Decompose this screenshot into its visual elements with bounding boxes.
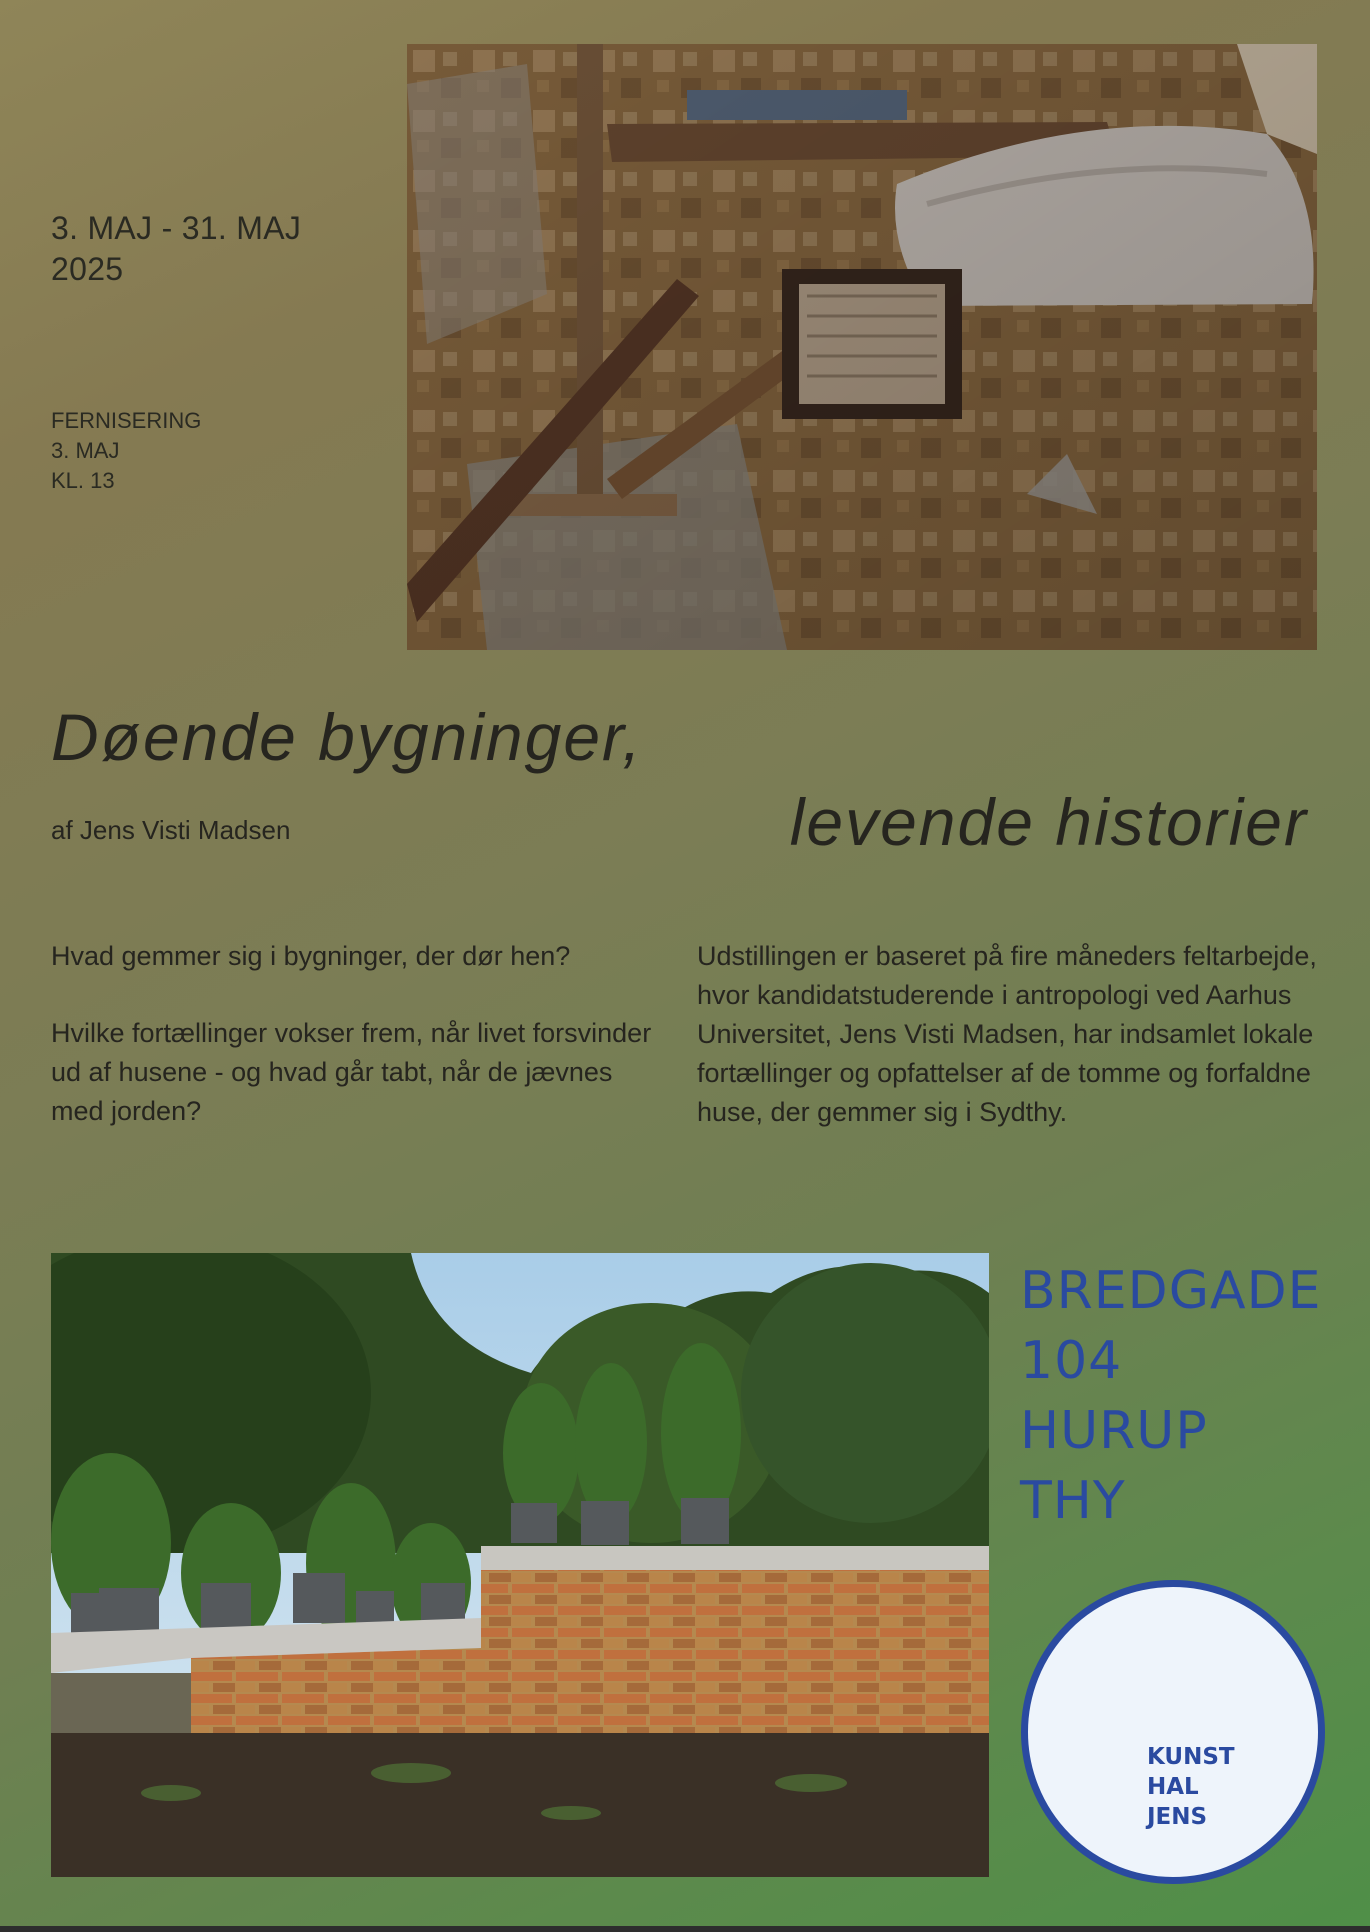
description-text xyxy=(697,937,1327,1132)
opening-info xyxy=(51,406,201,496)
address-town: HURUP xyxy=(1020,1401,1208,1461)
title-line-1: Døende bygninger, xyxy=(51,700,643,774)
title-line-2: levende historier xyxy=(789,785,1308,859)
date-range: 3. MAJ - 31. MAJ xyxy=(51,210,302,246)
debris-photo xyxy=(407,44,1317,650)
garden-wall-photo xyxy=(51,1253,989,1877)
logo-text xyxy=(1147,1742,1235,1832)
kunsthal-jens-logo xyxy=(1021,1580,1325,1884)
logo-line-2: HAL xyxy=(1147,1774,1199,1800)
address-region: THY xyxy=(1020,1471,1126,1531)
date-year: 2025 xyxy=(51,251,124,287)
address-number: 104 xyxy=(1020,1331,1123,1391)
intro-question-1: Hvad gemmer sig i bygninger, der dør hen? xyxy=(51,941,571,971)
opening-date: 3. MAJ xyxy=(51,438,120,463)
byline: af Jens Visti Madsen xyxy=(51,815,291,845)
address-street: BREDGADE xyxy=(1020,1261,1322,1321)
intro-question-2: Hvilke fortællinger vokser frem, når livet forsvinder ud af husene - og hvad går tabt, når de jævnes med jorden? xyxy=(51,1018,652,1126)
intro-text xyxy=(51,937,671,1169)
opening-label: FERNISERING xyxy=(51,408,202,433)
description-paragraph: Udstillingen er baseret på fire måneders feltarbejde, hvor kandidatstuderende i antropologi ved Aarhus Universitet, Jens Visti Madsen, har indsamlet lokale fortællinger og opfattelser af de tomme og forfaldne huse, der gemmer sig i Sydthy. xyxy=(697,941,1317,1127)
logo-line-3: JENS xyxy=(1147,1804,1208,1830)
venue-address xyxy=(1020,1256,1321,1536)
opening-time: KL. 13 xyxy=(51,468,115,493)
logo-line-1: KUNST xyxy=(1147,1744,1235,1770)
exhibition-dates xyxy=(51,208,301,290)
